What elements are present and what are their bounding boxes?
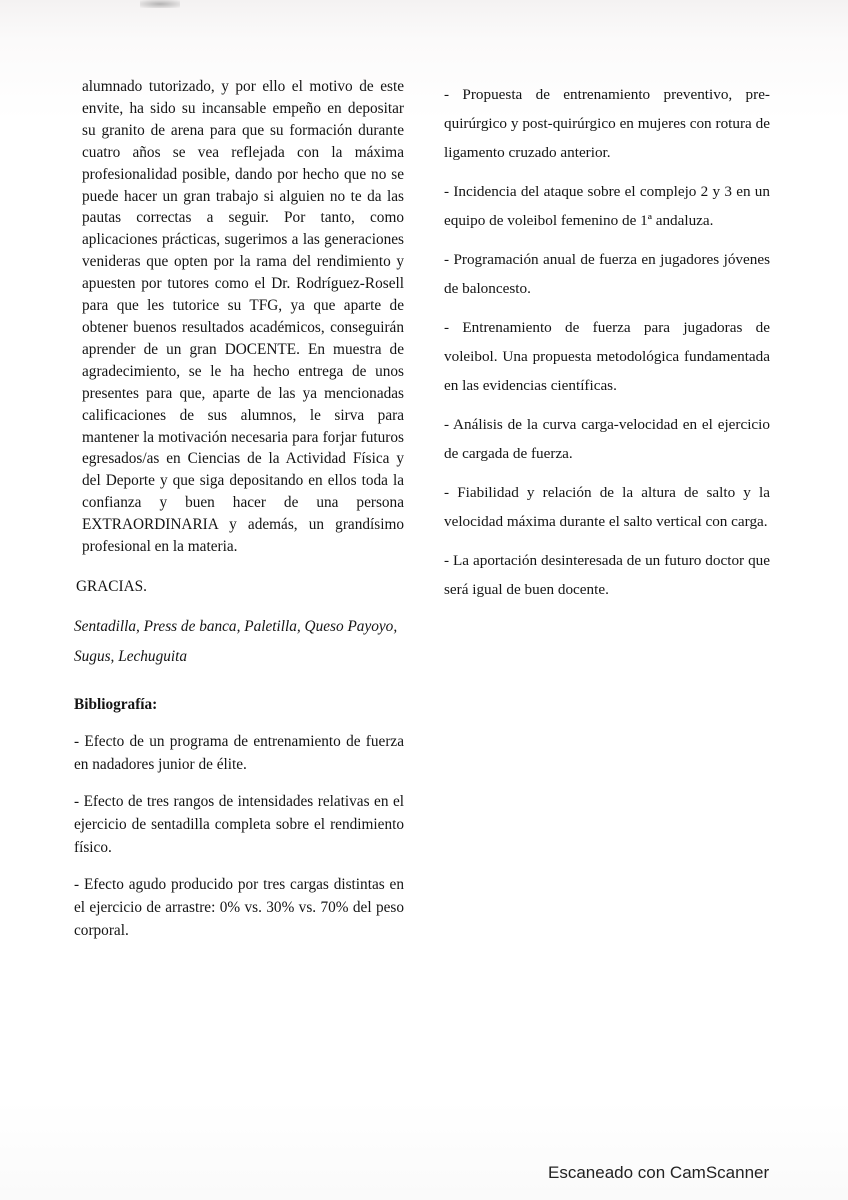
- bibliography-item: - Efecto de un programa de entrenamiento de fuerza en nadadores junior de élite.: [74, 732, 404, 773]
- left-column: [74, 76, 404, 942]
- bibliography-item: - Programación anual de fuerza en jugadores jóvenes de baloncesto.: [444, 251, 770, 297]
- bibliography-item: - Efecto de tres rangos de intensidades relativas en el ejercicio de sentadilla completa sobre el rendimiento físico.: [74, 792, 404, 856]
- bibliography-item: - Incidencia del ataque sobre el complejo 2 y 3 en un equipo de voleibol femenino de 1ª andaluza.: [444, 183, 770, 229]
- bibliography-item: - Efecto agudo producido por tres cargas distintas en el ejercicio de arrastre: 0% vs. 30% vs. 70% del peso corporal.: [74, 875, 404, 939]
- right-column: [444, 80, 770, 614]
- bibliography-item: - Análisis de la curva carga-velocidad en el ejercicio de cargada de fuerza.: [444, 416, 770, 462]
- bibliography-item: - La aportación desinteresada de un futuro doctor que será igual de buen docente.: [444, 552, 770, 598]
- scanner-watermark: Escaneado con CamScanner: [548, 1163, 770, 1182]
- thanks-line: GRACIAS.: [76, 577, 147, 595]
- bibliography-item: - Entrenamiento de fuerza para jugadoras de voleibol. Una propuesta metodológica fundamentada en las evidencias científicas.: [444, 319, 770, 394]
- bibliography-heading: Bibliografía:: [74, 695, 158, 713]
- keywords-line: Sentadilla, Press de banca, Paletilla, Queso Payoyo, Sugus, Lechuguita: [74, 617, 398, 665]
- closing-paragraph: alumnado tutorizado, y por ello el motivo de este envite, ha sido su incansable empeño en depositar su granito de arena para que su formación durante cuatro años se vea reflejada con la máxima profesionalidad posible, dando por hecho que no se puede hacer un gran trabajo si alguien no te da las pautas correctas a seguir. Por tanto, como aplicaciones prácticas, sugerimos a las generaciones venideras que opten por la rama del rendimiento y apuesten por tutores como el Dr. Rodríguez-Rosell para que les tutorice su TFG, ya que aparte de obtener buenos resultados académicos, conseguirán aprender de un gran DOCENTE. En muestra de agradecimiento, se le ha hecho entrega de unos presentes para que, aparte de las ya mencionadas calificaciones de sus alumnos, le sirva para mantener la motivación necesaria para forjar futuros egresados/as en Ciencias de la Actividad Física y del Deporte y que siga depositando en ellos toda la confianza y buen hacer de una persona EXTRAORDINARIA y además, un grandísimo profesional en la materia.: [82, 78, 404, 556]
- scan-smudge: [140, 0, 180, 8]
- bibliography-item: - Fiabilidad y relación de la altura de salto y la velocidad máxima durante el salto vertical con carga.: [444, 484, 770, 530]
- bibliography-item: - Propuesta de entrenamiento preventivo, pre-quirúrgico y post-quirúrgico en mujeres con rotura de ligamento cruzado anterior.: [444, 86, 770, 161]
